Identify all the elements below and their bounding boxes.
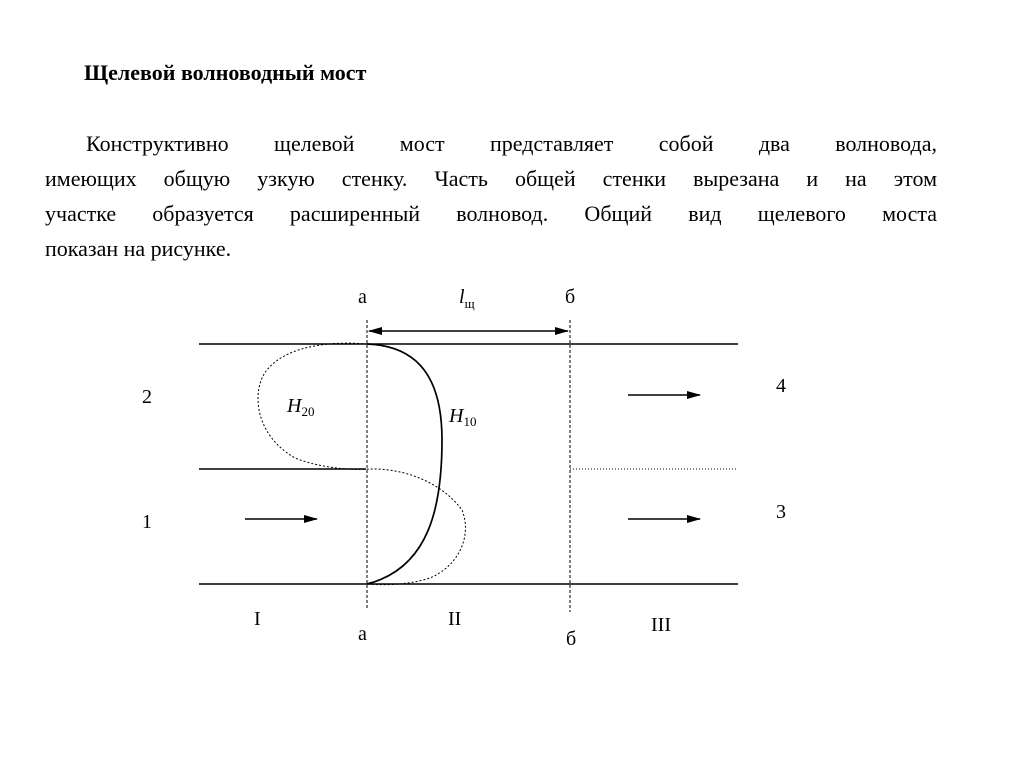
port-label-4: 4 — [776, 375, 786, 397]
h10-mode-label: $H_{10}$ — [449, 405, 477, 429]
paragraph-line: имеющих общую узкую стенку. Часть общей стенки вырезана и на этом — [45, 166, 937, 191]
slot-length-label: $l_щ$ — [459, 286, 475, 311]
paragraph-line: участке образуется расширенный волновод. Общий вид щелевого моста — [45, 201, 937, 226]
h10-mode-curve — [367, 344, 442, 584]
section-mark-b-bottom: б — [566, 628, 577, 650]
port-label-3: 3 — [776, 501, 786, 523]
port-label-1: 1 — [142, 511, 152, 533]
region-label-1: I — [254, 608, 261, 630]
h20-mode-curve — [258, 343, 465, 585]
section-mark-a-top: а — [358, 286, 367, 308]
port-label-2: 2 — [142, 386, 152, 408]
paragraph-line: Конструктивно щелевой мост представляет собой два волновода, — [86, 131, 937, 156]
region-label-3: III — [651, 614, 671, 636]
section-mark-b-top: б — [565, 286, 576, 308]
section-mark-a-bottom: а — [358, 623, 367, 645]
h20-mode-label: $H_{20}$ — [287, 395, 315, 419]
paragraph-line: показан на рисунке. — [45, 236, 232, 261]
heading: Щелевой волноводный мост — [84, 60, 367, 85]
region-label-2: II — [448, 608, 462, 630]
